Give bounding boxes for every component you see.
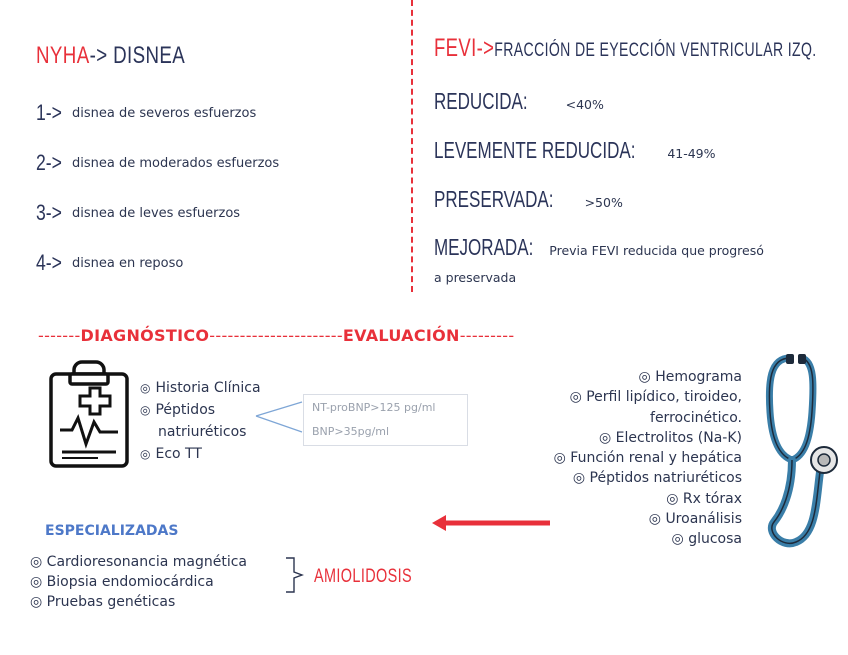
clipboard-heart-icon bbox=[46, 360, 132, 470]
fevi-item: REDUCIDA: <40% bbox=[434, 88, 604, 114]
nyha-item: 2-> disnea de moderados esfuerzos bbox=[36, 150, 280, 175]
eval-item: ◎ Rx tórax bbox=[666, 490, 742, 507]
eval-item: ◎ Electrolitos (Na-K) bbox=[598, 429, 742, 446]
diag-item: ◎ Historia Clínica bbox=[140, 380, 261, 396]
amiloidosis-label: AMIOLIDOSIS bbox=[314, 566, 413, 587]
nyha-item: 1-> disnea de severos esfuerzos bbox=[36, 100, 257, 125]
spec-item: ◎ Cardioresonancia magnética bbox=[30, 554, 247, 570]
vertical-divider bbox=[411, 0, 413, 292]
fevi-item: MEJORADA: Previa FEVI reducida que progresó bbox=[434, 234, 764, 260]
section-heading: -------DIAGNÓSTICO----------------------EVALUACIÓN--------- bbox=[38, 326, 515, 345]
diag-item-cont: natriuréticos bbox=[158, 424, 247, 440]
eval-item: ◎ Perfil lipídico, tiroideo, bbox=[569, 389, 742, 406]
bracket-lines bbox=[254, 398, 306, 434]
left-arrow-icon bbox=[430, 512, 554, 534]
eval-item-cont: ferrocinético. bbox=[650, 409, 742, 426]
peptidos-values-box bbox=[303, 394, 468, 446]
peptidos-value: BNP>35pg/ml bbox=[312, 425, 390, 438]
spec-item: ◎ Pruebas genéticas bbox=[30, 594, 176, 610]
evaluacion-list bbox=[554, 367, 742, 550]
fevi-item: LEVEMENTE REDUCIDA: 41-49% bbox=[434, 137, 716, 163]
spec-item: ◎ Biopsia endomiocárdica bbox=[30, 574, 214, 590]
fevi-item: PRESERVADA: >50% bbox=[434, 186, 623, 212]
especializadas-title: ESPECIALIZADAS bbox=[45, 523, 179, 539]
fevi-title: FEVI->FRACCIÓN DE EYECCIÓN VENTRICULAR IZQ. bbox=[434, 34, 817, 62]
eval-item: ◎ Péptidos natriuréticos bbox=[572, 470, 742, 487]
diag-item: ◎ Péptidos bbox=[140, 402, 216, 418]
eval-item: ◎ Función renal y hepática bbox=[553, 450, 742, 467]
fevi-item-cont: a preservada bbox=[434, 270, 517, 285]
stethoscope-icon bbox=[752, 352, 842, 552]
especializadas-list bbox=[30, 552, 247, 612]
nyha-item: 3-> disnea de leves esfuerzos bbox=[36, 200, 241, 225]
nyha-item: 4-> disnea en reposo bbox=[36, 250, 184, 275]
diag-item: ◎ Eco TT bbox=[140, 446, 202, 462]
eval-item: ◎ glucosa bbox=[671, 531, 742, 548]
peptidos-value: NT-proBNP>125 pg/ml bbox=[312, 401, 436, 414]
eval-item: ◎ Uroanálisis bbox=[648, 511, 742, 528]
brace-icon bbox=[284, 556, 314, 594]
eval-item: ◎ Hemograma bbox=[638, 369, 742, 385]
nyha-title: NYHA-> DISNEA bbox=[36, 42, 186, 69]
